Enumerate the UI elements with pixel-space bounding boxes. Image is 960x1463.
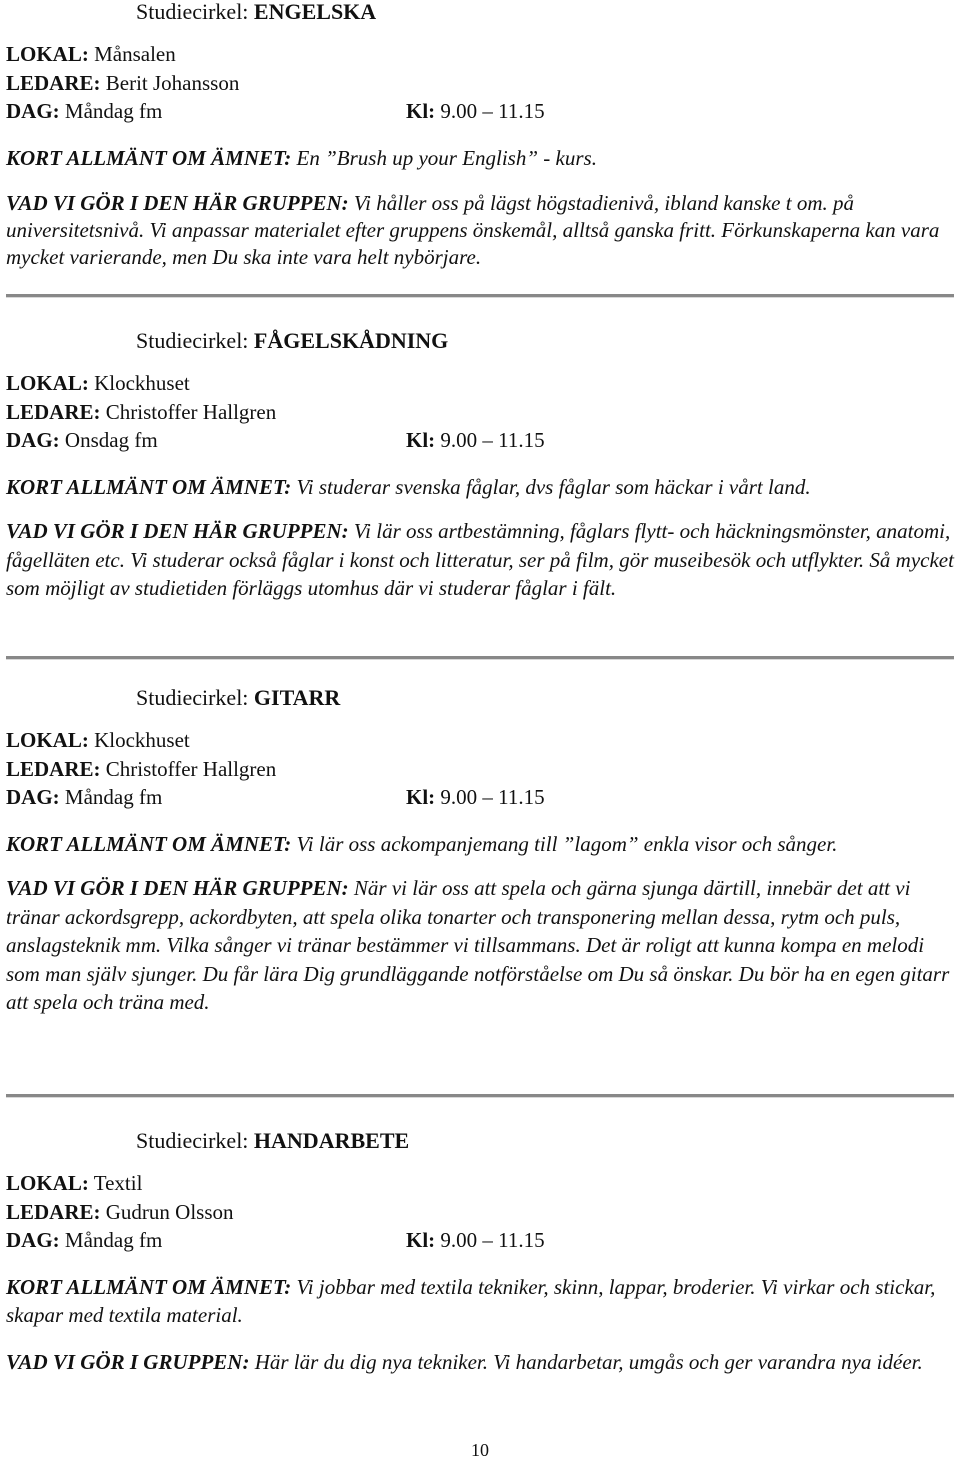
title-prefix: Studiecirkel:: [136, 685, 254, 710]
kl-value: 9.00 – 11.15: [435, 785, 545, 809]
lokal-label: LOKAL:: [6, 1171, 89, 1195]
kort-label: KORT ALLMÄNT OM ÄMNET:: [6, 1274, 292, 1299]
section-divider: [6, 1094, 954, 1098]
kort-text: Vi jobbar med textila tekniker, skinn, lappar, broderier. Vi virkar och stickar, skapar med textila material.: [6, 1274, 936, 1327]
vad-text: När vi lär oss att spela och gärna sjunga därtill, innebär det att vi tränar ackordsgrepp, ackordbyten, att spela olika tonarter och transponering mellan dessa, rytm och puls, anslagsteknik mm. Vilka sånger vi tränar bestämmer vi tillsammans. Det är roligt att kunna kompa en melodi som man själv sjunger. Du får lära Dig grundläggande notförståelse om Du så önskar. Du bör ha en egen gitarr att spela och träna med.: [6, 876, 950, 1014]
section-handarbete: [6, 1127, 954, 1376]
ledare-value: Berit Johansson: [100, 70, 240, 95]
kl-value: 9.00 – 11.15: [435, 99, 545, 123]
page-number: 10: [471, 1440, 489, 1460]
dag-kl-line: [6, 426, 954, 455]
dag-kl-line: [6, 1226, 954, 1255]
kl-value: 9.00 – 11.15: [435, 1228, 545, 1252]
vad-paragraph: [6, 1348, 954, 1377]
dag-kl-line: [6, 783, 954, 812]
vad-label: VAD VI GÖR I DEN HÄR GRUPPEN:: [6, 876, 349, 900]
section-divider: [6, 294, 954, 298]
vad-paragraph: [6, 190, 954, 271]
vad-paragraph: [6, 874, 954, 1017]
dag-value: Måndag fm: [59, 785, 163, 809]
lokal-label: LOKAL:: [6, 371, 89, 395]
ledare-line: [6, 755, 954, 784]
ledare-line: [6, 398, 954, 427]
kort-label: KORT ALLMÄNT OM ÄMNET:: [6, 831, 292, 856]
kl-label: Kl:: [406, 428, 436, 452]
vad-paragraph: [6, 517, 954, 603]
section-title: [6, 0, 954, 26]
dag-label: DAG:: [6, 428, 60, 452]
vad-text: Vi lär oss artbestämning, fåglars flytt- och häckningsmönster, anatomi, fågelläten etc. Vi studerar också fåglar i konst och litteratur, ser på film, gör museibesök och utflykter. Så mycket som möjligt av studietiden förläggs utomhus där vi studerar fåglar i fält.: [6, 519, 954, 600]
lokal-line: [6, 726, 954, 755]
title-name: ENGELSKA: [253, 0, 377, 24]
ledare-label: LEDARE:: [6, 756, 101, 781]
section-title: [6, 684, 954, 712]
kort-paragraph: [6, 144, 954, 173]
ledare-line: [6, 69, 954, 98]
lokal-label: LOKAL:: [6, 42, 89, 66]
kort-label: KORT ALLMÄNT OM ÄMNET:: [6, 474, 292, 499]
vad-label: VAD VI GÖR I DEN HÄR GRUPPEN:: [6, 519, 349, 543]
vad-label: VAD VI GÖR I DEN HÄR GRUPPEN:: [6, 191, 349, 215]
ledare-label: LEDARE:: [6, 1199, 101, 1224]
section-title: [6, 327, 954, 355]
section-engelska: [6, 0, 954, 271]
title-prefix: Studiecirkel:: [136, 1128, 254, 1153]
ledare-label: LEDARE:: [6, 70, 101, 95]
title-name: FÅGELSKÅDNING: [253, 328, 449, 353]
lokal-label: LOKAL:: [6, 728, 89, 752]
title-name: GITARR: [253, 685, 341, 710]
vad-text: Vi håller oss på lägst högstadienivå, ibland kanske t om. på universitetsnivå. Vi anpassar materialet efter gruppens önskemål, alltså ganska fritt. Förkunskaperna kan vara mycket varierande, men Du ska inte vara helt nybörjare.: [6, 191, 940, 269]
dag-value: Måndag fm: [59, 99, 163, 123]
dag-label: DAG:: [6, 1228, 60, 1252]
lokal-line: [6, 40, 954, 69]
kl-value: 9.00 – 11.15: [435, 428, 545, 452]
ledare-value: Gudrun Olsson: [100, 1199, 234, 1224]
kl-label: Kl:: [406, 785, 436, 809]
ledare-value: Christoffer Hallgren: [100, 399, 277, 424]
kort-paragraph: [6, 1273, 954, 1330]
dag-value: Onsdag fm: [59, 428, 158, 452]
title-prefix: Studiecirkel:: [136, 0, 254, 24]
kort-paragraph: [6, 473, 954, 502]
ledare-label: LEDARE:: [6, 399, 101, 424]
lokal-value: Klockhuset: [88, 371, 190, 395]
kort-text: Vi studerar svenska fåglar, dvs fåglar som häckar i vårt land.: [291, 474, 811, 499]
section-fagelskadning: [6, 327, 954, 603]
title-name: HANDARBETE: [253, 1128, 410, 1153]
section-title: [6, 1127, 954, 1155]
section-gitarr: [6, 684, 954, 1017]
dag-label: DAG:: [6, 785, 60, 809]
vad-text: Här lär du dig nya tekniker. Vi handarbetar, umgås och ger varandra nya idéer.: [249, 1349, 923, 1374]
section-divider: [6, 656, 954, 660]
dag-value: Måndag fm: [59, 1228, 163, 1252]
kort-paragraph: [6, 830, 954, 859]
lokal-value: Textil: [88, 1171, 143, 1195]
dag-label: DAG:: [6, 99, 60, 123]
title-prefix: Studiecirkel:: [136, 328, 254, 353]
kl-label: Kl:: [406, 99, 436, 123]
dag-kl-line: [6, 97, 954, 126]
ledare-line: [6, 1198, 954, 1227]
kort-label: KORT ALLMÄNT OM ÄMNET:: [6, 145, 292, 170]
lokal-value: Klockhuset: [88, 728, 190, 752]
kort-text: En ”Brush up your English” - kurs.: [291, 145, 597, 170]
lokal-value: Månsalen: [88, 42, 176, 66]
lokal-line: [6, 1169, 954, 1198]
vad-label: VAD VI GÖR I GRUPPEN:: [6, 1349, 250, 1374]
lokal-line: [6, 369, 954, 398]
kort-text: Vi lär oss ackompanjemang till ”lagom” enkla visor och sånger.: [291, 831, 838, 856]
ledare-value: Christoffer Hallgren: [100, 756, 277, 781]
kl-label: Kl:: [406, 1228, 436, 1252]
